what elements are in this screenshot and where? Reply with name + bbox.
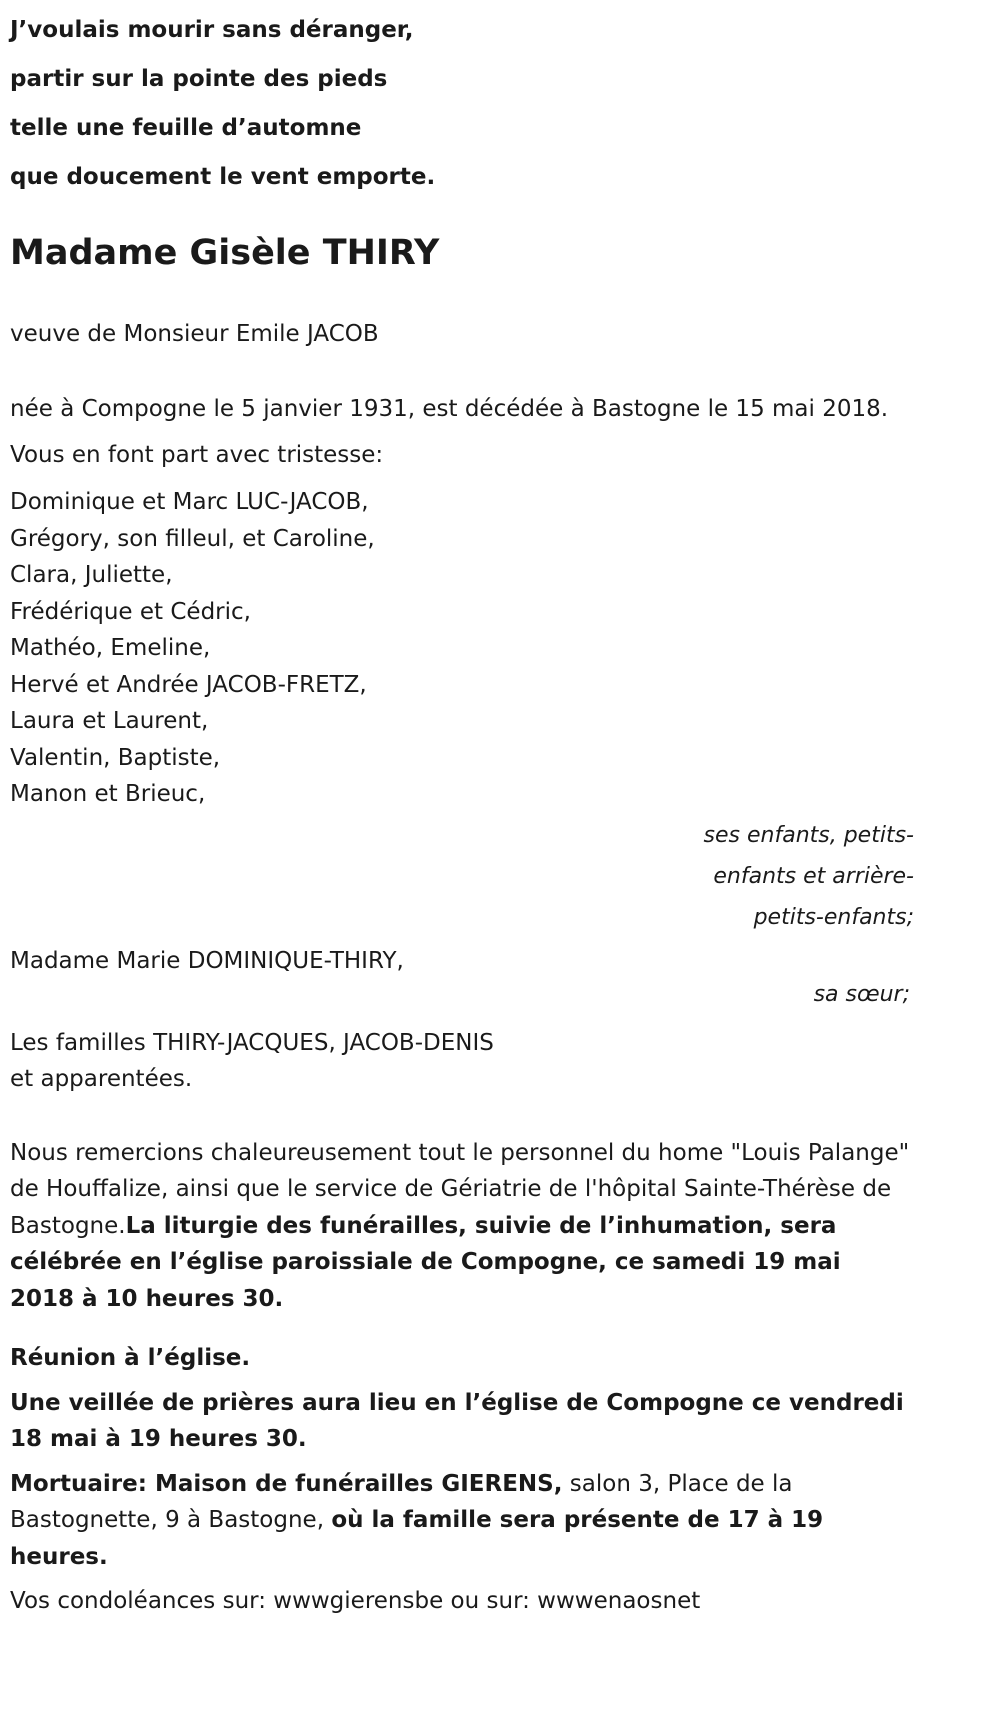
poem-line: telle une feuille d’automne bbox=[10, 115, 362, 141]
vigil-info: Une veillée de prières aura lieu en l’église de Compogne ce vendredi 18 mai à 19 heures 30. bbox=[10, 1389, 904, 1452]
mortuary-info bbox=[10, 1466, 910, 1576]
widow-of: veuve de Monsieur Emile JACOB bbox=[10, 321, 379, 347]
list-item: Clara, Juliette, bbox=[10, 562, 173, 588]
list-item: Frédérique et Cédric, bbox=[10, 598, 251, 625]
mortuary-hours: où la famille sera présente de 17 à 19 heures. bbox=[10, 1507, 824, 1570]
sister-relation: sa sœur; bbox=[813, 981, 910, 1007]
children-relation: ses enfants, petits-enfants et arrière-petits-enfants; bbox=[703, 822, 914, 930]
families-line: et apparentées. bbox=[10, 1066, 193, 1092]
thanks-text: Nous remercions chaleureusement tout le personnel du home "Louis Palange" de Houffalize, ainsi que le service de Gériatrie de l'hôpital Sainte-Thérèse de Bastogne. bbox=[10, 1139, 910, 1239]
sister-name: Madame Marie DOMINIQUE-THIRY, bbox=[10, 947, 404, 974]
poem bbox=[10, 0, 910, 202]
list-item: Manon et Brieuc, bbox=[10, 781, 206, 807]
funeral-info: La liturgie des funérailles, suivie de l’inhumation, sera célébrée en l’église paroissiale de Compogne, ce samedi 19 mai 2018 à 10 heures 30. bbox=[10, 1212, 841, 1312]
thanks-paragraph bbox=[10, 1135, 910, 1318]
mortuary-label: Mortuaire: Maison de funérailles GIERENS, bbox=[10, 1470, 563, 1497]
intro-text: Vous en font part avec tristesse: bbox=[10, 442, 384, 468]
list-item: Grégory, son filleul, et Caroline, bbox=[10, 525, 375, 552]
poem-line: partir sur la pointe des pieds bbox=[10, 66, 388, 92]
obituary-page bbox=[10, 0, 914, 1620]
mortuary-address: salon 3, Place de la Bastognette, 9 à Bastogne, bbox=[10, 1470, 793, 1533]
families bbox=[10, 1025, 910, 1098]
deceased-name: Madame Gisèle THIRY bbox=[10, 233, 440, 273]
poem-line: J’voulais mourir sans déranger, bbox=[10, 17, 414, 43]
list-item: Mathéo, Emeline, bbox=[10, 635, 211, 661]
list-item: Valentin, Baptiste, bbox=[10, 744, 221, 771]
condolences-info: Vos condoléances sur: wwwgierensbe ou sur: wwwenaosnet bbox=[10, 1588, 701, 1614]
families-line: Les familles THIRY-JACQUES, JACOB-DENIS bbox=[10, 1029, 494, 1056]
list-item: Hervé et Andrée JACOB-FRETZ, bbox=[10, 671, 367, 698]
poem-line: que doucement le vent emporte. bbox=[10, 164, 436, 190]
list-item: Dominique et Marc LUC-JACOB, bbox=[10, 489, 369, 515]
family-list bbox=[10, 484, 910, 813]
meeting-info: Réunion à l’église. bbox=[10, 1345, 251, 1371]
birth-death: née à Compogne le 5 janvier 1931, est décédée à Bastogne le 15 mai 2018. bbox=[10, 396, 889, 422]
list-item: Laura et Laurent, bbox=[10, 708, 209, 734]
